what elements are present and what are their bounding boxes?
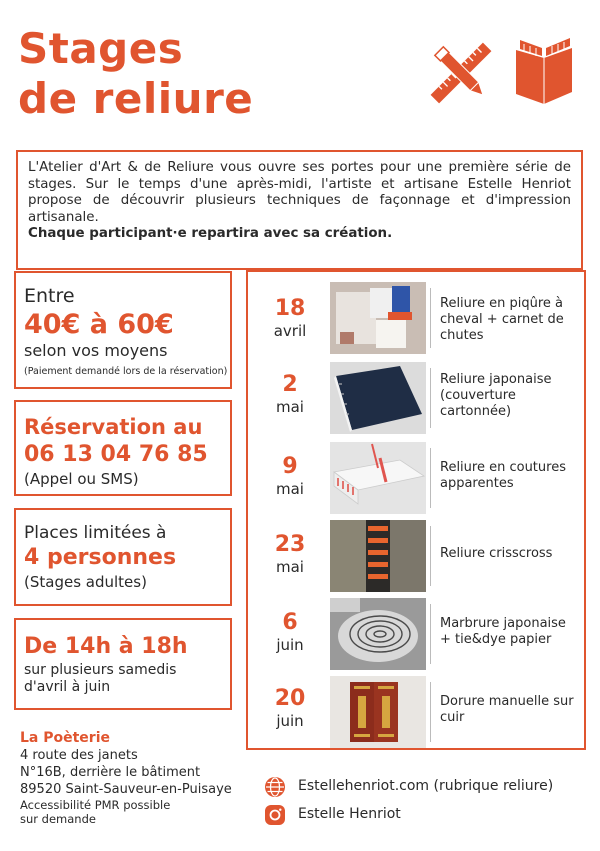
session-date xyxy=(254,686,326,731)
session-title: Reliure japonaise (couverture cartonnée) xyxy=(440,372,552,419)
session-month: mai xyxy=(276,480,304,498)
intro-box xyxy=(16,150,583,270)
pencil-ruler-icon xyxy=(428,40,494,106)
session-row xyxy=(248,676,584,752)
address-line-1: 4 route des janets xyxy=(20,748,138,763)
places-box xyxy=(14,508,232,606)
session-title: Reliure crisscross xyxy=(440,546,553,561)
intro-text: L'Atelier d'Art & de Reliure vous ouvre ses portes pour une première série de stages. Sur le temps d'une après-midi, l'artiste et artisane Estelle Henriot propose de découvrir plusieurs techniques de façonnage et d'impression artisanale. xyxy=(28,160,571,225)
session-day: 6 xyxy=(282,610,298,635)
hours-box xyxy=(14,618,232,710)
session-date xyxy=(254,532,326,577)
session-row xyxy=(248,362,584,438)
hours-line-2: d'avril à juin xyxy=(24,679,111,695)
session-month: juin xyxy=(276,636,304,654)
reservation-phone[interactable]: 06 13 04 76 85 xyxy=(24,442,208,467)
venue-name: La Poèterie xyxy=(20,730,111,746)
stapled-notebook-photo xyxy=(330,282,426,354)
address-line-3: 89520 Saint-Sauveur-en-Puisaye xyxy=(20,782,232,797)
session-day: 18 xyxy=(274,296,306,321)
address-line-2: N°16B, derrière le bâtiment xyxy=(20,765,201,780)
session-day: 20 xyxy=(274,686,306,711)
accessibility-line-2: sur demande xyxy=(20,812,96,826)
session-month: juin xyxy=(276,712,304,730)
price-sub: selon vos moyens xyxy=(24,341,168,360)
session-date xyxy=(254,372,326,417)
divider xyxy=(430,682,431,742)
instagram-icon xyxy=(264,804,286,826)
session-title: Reliure en piqûre à cheval + carnet de chutes xyxy=(440,296,564,343)
reservation-note: (Appel ou SMS) xyxy=(24,470,139,488)
book-icon xyxy=(512,36,576,106)
instagram-handle[interactable]: Estelle Henriot xyxy=(298,806,401,822)
session-title: Marbrure japonaise + tie&dye papier xyxy=(440,616,566,647)
website-link[interactable]: Estellehenriot.com (rubrique reliure) xyxy=(298,778,554,794)
divider xyxy=(430,526,431,586)
session-month: avril xyxy=(273,322,307,340)
intro-bold: Chaque participant·e repartira avec sa création. xyxy=(28,226,393,242)
hours-time: De 14h à 18h xyxy=(24,634,188,659)
title-line-2: de reliure xyxy=(18,74,254,123)
places-count: 4 personnes xyxy=(24,545,177,570)
session-row xyxy=(248,442,584,518)
price-box xyxy=(14,271,232,389)
globe-icon xyxy=(264,776,286,798)
price-pre: Entre xyxy=(24,285,75,307)
page-title xyxy=(18,24,253,124)
session-row xyxy=(248,282,584,358)
session-month: mai xyxy=(276,398,304,416)
session-day: 2 xyxy=(282,372,298,397)
session-day: 23 xyxy=(274,532,306,557)
session-row xyxy=(248,520,584,596)
reservation-label: Réservation au xyxy=(24,415,203,439)
accessibility-line-1: Accessibilité PMR possible xyxy=(20,798,171,812)
exposed-sewing-book-photo xyxy=(330,442,426,514)
session-month: mai xyxy=(276,558,304,576)
title-line-1: Stages xyxy=(18,24,184,73)
places-pre: Places limitées à xyxy=(24,523,167,543)
session-date xyxy=(254,610,326,655)
price-note: (Paiement demandé lors de la réservation) xyxy=(24,366,228,377)
divider xyxy=(430,604,431,664)
session-day: 9 xyxy=(282,454,298,479)
address-block xyxy=(20,730,260,826)
divider xyxy=(430,368,431,428)
session-date xyxy=(254,296,326,341)
reservation-box xyxy=(14,400,232,496)
divider xyxy=(430,288,431,348)
session-title: Dorure manuelle sur cuir xyxy=(440,694,574,725)
hours-line-1: sur plusieurs samedis xyxy=(24,662,177,678)
gilded-leather-book-photo xyxy=(330,676,426,748)
divider xyxy=(430,448,431,508)
session-title: Reliure en coutures apparentes xyxy=(440,460,566,491)
places-note: (Stages adultes) xyxy=(24,573,147,591)
marbled-paper-photo xyxy=(330,598,426,670)
price-amount: 40€ à 60€ xyxy=(24,309,174,340)
schedule-box xyxy=(246,270,586,750)
dark-blue-book-photo xyxy=(330,362,426,434)
session-date xyxy=(254,454,326,499)
crisscross-binding-photo xyxy=(330,520,426,592)
session-row xyxy=(248,598,584,674)
